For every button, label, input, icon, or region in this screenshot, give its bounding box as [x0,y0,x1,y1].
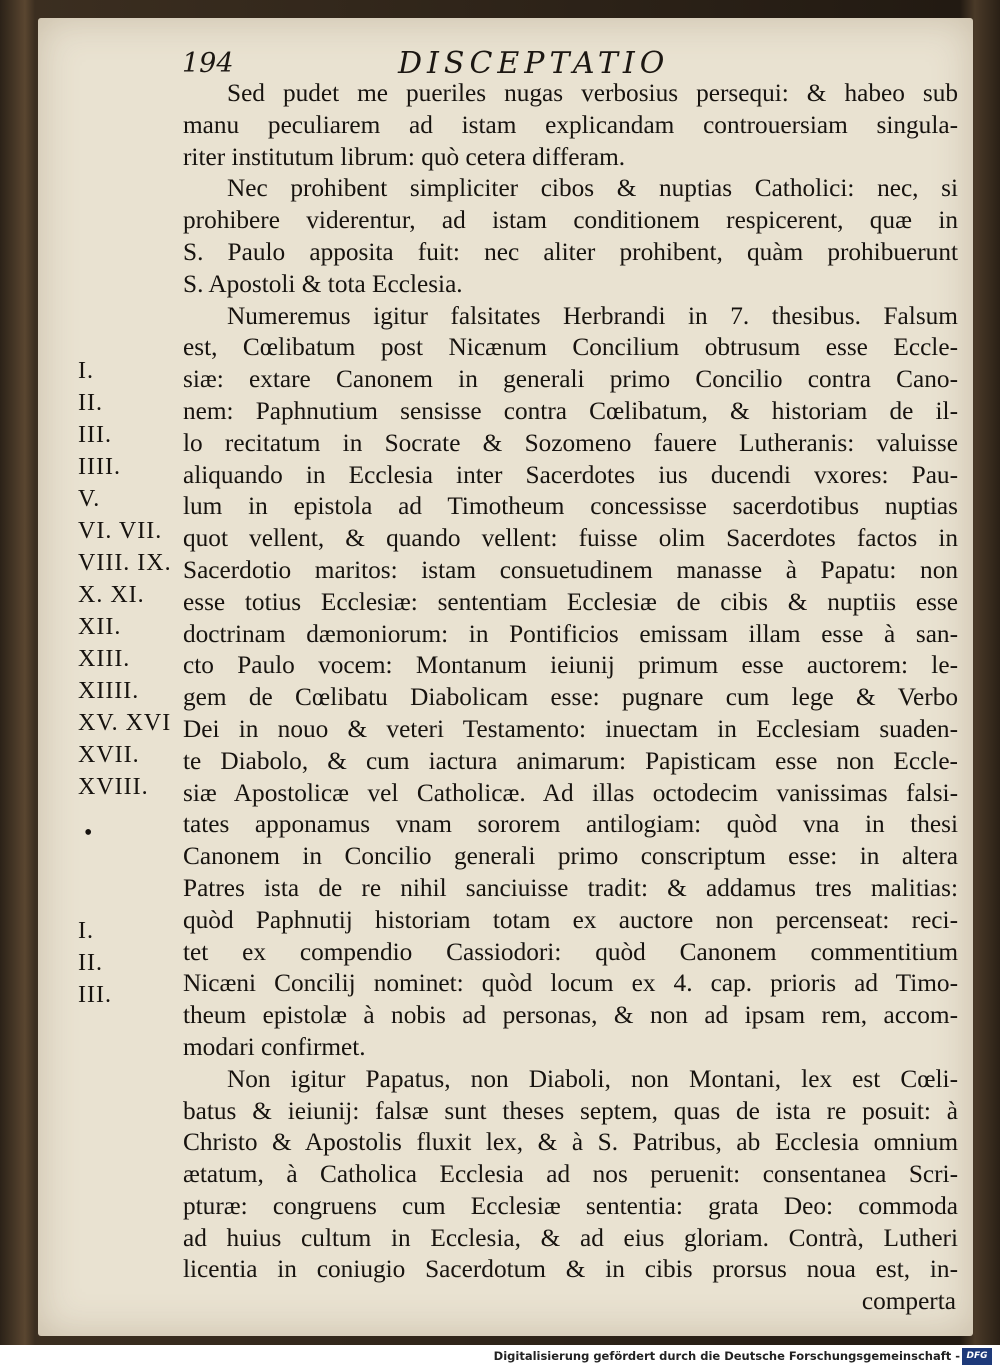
text-line: Nicæni Concilij nominet: quòd locum ex 4. cap. prioris ad Timo- [183,969,958,998]
text-line: comperta [861,1287,956,1316]
text-line: prohibere viderentur, ad istam conditionem respicerent, quæ in [183,206,958,235]
text-line: Patres ista de re nihil sanciuisse tradit: & addamus tres malitias: [183,873,958,902]
text-line: batus & ieiunij: falsæ sunt theses septem, quas de ista re posuit: à [183,1096,958,1125]
text-line: riter institutum librum: quò cetera differam. [183,142,626,171]
footer-bar [0,1345,1000,1367]
text-line: S. Paulo apposita fuit: nec aliter prohibent, quàm prohibuerunt [183,237,958,266]
text-line: ad huius cultum in Ecclesia, & ad eius gloriam. Contrà, Lutheri [183,1223,958,1252]
text-line: modari confirmet. [183,1032,366,1061]
text-line: cto Paulo vocem: Montanum ieiunij primum esse auctorem: le- [183,651,958,680]
text-line: lo recitatum in Socrate & Sozomeno fauere Lutheranis: valuisse [183,428,958,457]
text-line: Sacerdotio maritos: istam consuetudinem manasse à Papatu: non [183,555,958,584]
text-line: tet ex compendio Cassiodori: quòd Canonem commentitium [183,937,958,966]
text-line: Sed pudet me pueriles nugas verbosius persequi: & habeo sub [227,79,958,107]
text-line: esse totius Ecclesiæ: sententiam Ecclesiæ de cibis & nuptiis esse [183,587,958,616]
text-line: Non igitur Papatus, non Diaboli, non Montani, lex est Cœli- [227,1064,958,1093]
margin-numeral: I. [78,918,94,944]
margin-numeral: V. [78,486,101,512]
text-line: aliquando in Ecclesia inter Sacerdotes ius ducendi vxores: Pau- [183,460,958,489]
text-line: S. Apostoli & tota Ecclesia. [183,269,463,298]
margin-numeral: XVII. [78,742,140,768]
margin-numeral: IIII. [78,454,121,480]
text-line: Dei in nouo & veteri Testamento: inuectam in Ecclesiam suaden- [183,714,958,743]
text-line: doctrinam dæmoniorum: in Pontificios emissam illam esse à san- [183,619,958,648]
page-number: 194 [182,48,234,79]
text-line: Nec prohibent simpliciter cibos & nuptias Catholici: nec, si [227,174,958,203]
running-title: DISCEPTATIO [398,46,670,81]
margin-numeral: XIII. [78,646,131,672]
text-line: gem de Cœlibatu Diabolicam esse: pugnare cum lege & Verbo [183,683,958,712]
body-text [183,78,958,1318]
text-line: Canonem in Concilio generali primo conscriptum esse: in altera [183,842,958,871]
text-line: tates apponamus vnam sororem antilogiam: quòd vna in thesi [183,810,958,839]
text-line: siæ: extare Canonem in generali primo Concilio contra Cano- [183,365,958,394]
text-line: siæ Apostolicæ vel Catholicæ. Ad illas octodecim vanissimas falsi- [183,778,958,807]
dfg-logo-icon: DFG [962,1348,992,1365]
margin-numeral: III. [78,422,112,448]
paragraph [183,301,958,1064]
margin-numeral: II. [78,390,103,416]
paragraph [183,173,958,300]
margin-numeral: III. [78,982,112,1008]
text-line: Numeremus igitur falsitates Herbrandi in 7. thesibus. Falsum [227,301,958,330]
margin-numeral: XII. [78,614,122,640]
text-line: est, Cœlibatum post Nicænum Concilium obtrusum esse Eccle- [183,333,958,362]
book-page [38,18,973,1336]
footer-credit: Digitalisierung gefördert durch die Deutsche Forschungsgemeinschaft - [493,1349,960,1363]
margin-numeral: VI. VII. [78,518,163,544]
margin-numeral: II. [78,950,103,976]
margin-bullet: • [84,820,94,846]
paragraph [183,1064,958,1318]
margin-numeral: X. XI. [78,582,145,608]
text-line: ætatum, à Catholica Ecclesia ad nos peruenit: consentanea Scri- [183,1160,958,1189]
text-line: te Diabolo, & cum iactura animarum: Papisticam esse non Eccle- [183,746,958,775]
text-line: manu peculiarem ad istam explicandam controuersiam singula- [183,110,958,139]
text-line: lum in epistola ad Timotheum concessisse sacerdotibus nuptias [183,492,958,521]
text-line: theum epistolæ à nobis ad personas, & non ad ipsam rem, accom- [183,1001,958,1030]
margin-numeral: XVIII. [78,774,149,800]
margin-numeral: I. [78,358,94,384]
text-line: nem: Paphnutium sensisse contra Cœlibatum, & historiam de il- [183,396,958,425]
margin-numeral: VIII. IX. [78,550,172,576]
text-line: Christo & Apostolis fluxit lex, & à S. Patribus, ab Ecclesia omnium [183,1128,958,1157]
text-line: pturæ: congruens cum Ecclesiæ sententia: grata Deo: commoda [183,1191,958,1220]
paragraph [183,78,958,173]
margin-numeral: XV. XVI [78,710,172,736]
text-line: quòd Paphnutij historiam totam ex auctore non percenseat: reci- [183,905,958,934]
margin-numeral: XIIII. [78,678,140,704]
text-line: quot vellent, & quando vellent: fuisse olim Sacerdotes factos in [183,524,958,553]
text-line: licentia in coniugio Sacerdotum & in cibis prorsus noua est, in- [183,1255,958,1284]
